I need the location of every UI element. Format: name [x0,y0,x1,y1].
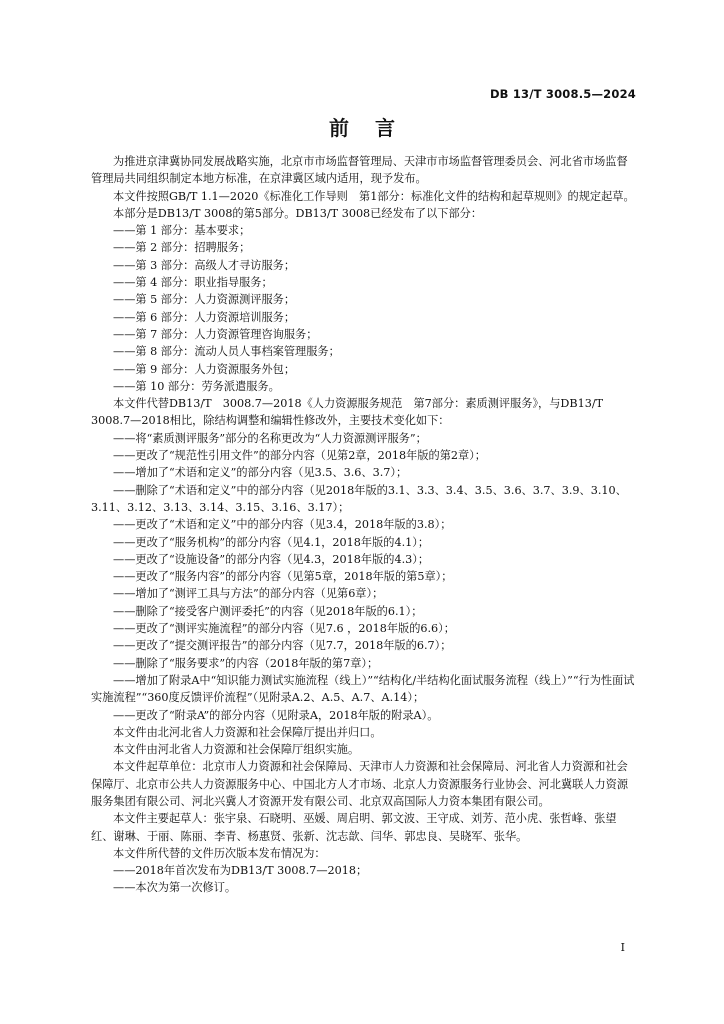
list-item: ——第 6 部分：人力资源培训服务； [113,310,296,324]
list-item: ——第 3 部分：高级人才寻访服务； [113,258,296,272]
list-item: ——更改了“规范性引用文件”的部分内容（见第2章，2018年版的第2章）； [113,449,486,463]
foreword-body [91,153,637,897]
list-item: ——第 1 部分：基本要求； [113,224,251,238]
list-item: ——删除了“接受客户测评委托”的内容（见2018年版的6.1）； [113,604,423,618]
list-item: ——第 5 部分：人力资源测评服务； [113,293,296,307]
list-item: ——2018年首次发布为DB13/T 3008.7—2018； [113,864,368,878]
list-item: ——第 2 部分：招聘服务； [113,241,251,255]
list-item: ——本次为第一次修订。 [113,881,237,895]
list-item: ——更改了“设施设备”的部分内容（见4.3，2018年版的4.3）； [113,552,430,566]
standard-code: DB 13/T 3008.5—2024 [489,87,636,101]
page-title: 前言 [329,116,421,140]
paragraph: 本文件由河北省人力资源和社会保障厅组织实施。 [113,743,360,757]
list-item: ——更改了“提交测评报告”的部分内容（见7.7，2018年版的6.7）； [113,639,452,653]
list-item: ——增加了“测评工具与方法”的部分内容（见第6章）； [113,587,384,601]
list-item: ——更改了“术语和定义”中的部分内容（见3.4，2018年版的3.8）； [113,518,452,532]
paragraph: 本文件代替DB13/T 3008.7—2018《人力资源服务规范 第7部分：素质测评服务》，与DB13/T 3008.7—2018相比，除结构调整和编辑性修改外，主要技术变化如下： [91,397,615,428]
list-item: ——第 10 部分：劳务派遣服务。 [113,379,280,393]
paragraph: 本文件起草单位：北京市人力资源和社会保障局、天津市人力资源和社会保障局、河北省人力资源和社会保障厅、北京市公共人力资源服务中心、中国北方人才市场、北京人力资源服务行业协会、河北冀联人力资源服务集团有限公司、河北兴冀人才资源开发有限公司、北京双高国际人力资本集团有限公司。 [91,760,629,808]
paragraph: 本文件主要起草人：张宇泉、石晓明、巫媛、周启明、郭文波、王守成、刘芳、范小虎、张哲峰、张望红、谢琳、于丽、陈丽、李青、杨惠贤、张新、沈志歆、闫华、郭忠良、吴晓军、张华。 [91,812,617,843]
list-item: ——将“素质测评服务”部分的名称更改为“人力资源测评服务”； [113,431,427,445]
list-item: ——增加了“术语和定义”的部分内容（见3.5、3.6、3.7）； [113,466,408,480]
list-item: ——第 8 部分：流动人员人事档案管理服务； [113,345,340,359]
list-item: ——更改了“服务内容”的部分内容（见第5章，2018年版的第5章）； [113,570,453,584]
paragraph: 本文件按照GB/T 1.1—2020《标准化工作导则 第1部分：标准化文件的结构和起草规则》的规定起草。 [113,189,635,203]
paragraph: 本部分是DB13/T 3008的第5部分。DB13/T 3008已经发布了以下部分： [113,206,483,220]
paragraph: 本文件由北河北省人力资源和社会保障厅提出并归口。 [113,725,382,739]
list-item: ——第 4 部分：职业指导服务； [113,276,273,290]
list-item: ——更改了“服务机构”的部分内容（见4.1，2018年版的4.1）； [113,535,430,549]
list-item: ——更改了“附录A”的部分内容（见附录A，2018年版的附录A）。 [113,708,439,722]
paragraph: 为推进京津冀协同发展战略实施，北京市市场监督管理局、天津市市场监督管理委员会、河北省市场监督管理局共同组织制定本地方标准，在京津冀区域内适用，现予发布。 [91,155,628,186]
list-item: ——增加了附录A中“知识能力测试实施流程（线上）”“结构化/半结构化面试服务流程（线上）”“行为性面试实施流程”“360度反馈评价流程”（见附录A.2、A.5、A.7、A.14）； [91,673,635,705]
list-item: ——更改了“测评实施流程”的部分内容（见7.6 ，2018年版的6.6）； [113,622,455,636]
list-item: ——删除了“术语和定义”中的部分内容（见2018年版的3.1、3.3、3.4、3.5、3.6、3.7、3.9、3.10、3.11、3.12、3.13、3.14、3.15、3.16、3.17）； [91,483,627,514]
list-item: ——删除了“服务要求”的内容（2018年版的第7章）； [113,656,379,670]
page-number: I [620,941,625,954]
list-item: ——第 7 部分：人力资源管理咨询服务； [113,327,318,341]
paragraph: 本文件所代替的文件历次版本发布情况为： [113,846,326,860]
list-item: ——第 9 部分：人力资源服务外包； [113,362,296,376]
